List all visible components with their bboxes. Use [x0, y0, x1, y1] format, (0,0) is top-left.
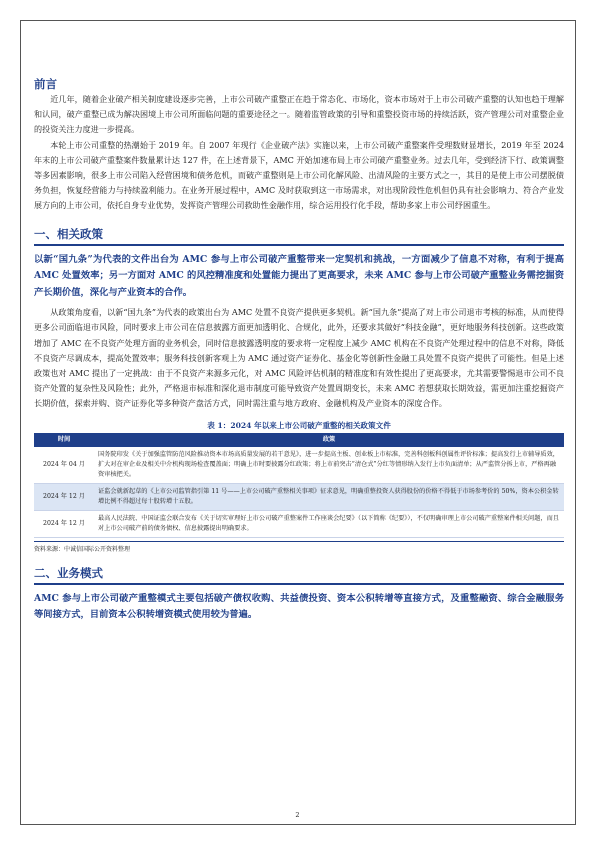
page-number: 2 [295, 811, 300, 819]
section1-lead: 以新“国九条”为代表的文件出台为 AMC 参与上市公司破产重整带来一定契机和挑战，一方面减少了信息不对称，有利于提高 AMC 处置效率；另一方面对 AMC 的风控精准度和处置能力提出了更高要求，未来 AMC 参与上市公司破产重整业务需挖掘资产长期价值，深化与产业资本的合作。 [34, 253, 564, 298]
table-row [34, 510, 564, 537]
policy-table [34, 433, 564, 538]
row-time: 2024 年 12 月 [34, 483, 94, 510]
section2-divider [34, 583, 564, 585]
row-time: 2024 年 04 月 [34, 447, 94, 484]
section1-heading: 一、相关政策 [34, 226, 103, 241]
section1-divider [34, 244, 564, 246]
table-caption: 表 1：2024 年以来上市公司破产重整的相关政策文件 [207, 420, 391, 430]
document-body [34, 76, 564, 628]
row-policy: 证监会就新起草的《上市公司监管指引第 11 号——上市公司破产重整相关事项》征求意见，明确重整投资人获得股份的价格不得低于市场参考价的 50%，资本公积金转增比例不得超过每十股转增十五股。 [94, 483, 564, 510]
table-header-time: 时间 [34, 433, 94, 447]
table-row [34, 483, 564, 510]
section2-heading: 二、业务模式 [34, 565, 103, 580]
row-policy: 国务院印发《关于加强监管防范风险推动资本市场高质量发展的若干意见》，进一步提高主板、创业板上市标准，完善科创板科创属性评价标准；提高发行上市辅导质效，扩大对在审企业及相关中介机构现场检查覆盖面；明确上市时要披露分红政策；将上市前突击“清仓式”分红等情形纳入发行上市负面清单；从严监管分拆上市，严格再融资审核把关。 [94, 447, 564, 484]
preface-paragraph-1: 近几年，随着企业破产相关制度建设逐步完善，上市公司破产重整正在趋于常态化、市场化，资本市场对于上市公司破产重整的认知也趋于理解和认同，破产重整已成为解决困境上市公司所面临问题的重要途径之一。随着监管政策的引导和重整投资市场的持续活跃，资产管理公司对重整企业的投资关注力度进一步提高。 [34, 94, 564, 135]
table-header-policy: 政策 [94, 433, 564, 447]
section2-lead: AMC 参与上市公司破产重整模式主要包括破产债权收购、共益债投资、资本公积转增等直接方式，及重整融资、综合金融服务等间接方式，目前资本公积转增资模式使用较为普遍。 [34, 592, 564, 621]
table-source: 资料来源：中诚信国际公开资料整理 [34, 541, 564, 553]
table-row [34, 447, 564, 484]
section1-paragraph: 从政策角度看，以新“国九条”为代表的政策出台为 AMC 处置不良资产提供更多契机。新“国九条”提高了对上市公司退市考核的标准，从而使得更多公司面临退市风险，同时要求上市公司在信息披露方面更加透明化、合规化，此外，还要求其做好“科技金融”，更好地服务科技创新。这些政策增加了 AMC 在不良资产处理方面的业务机会，同时信息披露透明度的要求将一定程度上减少 AMC 机构在不良资产处理过程中的信息不对称，降低不良资产尽调成本，提高处置效率；服务科技创新客观上为 AMC 通过资产证券化、基金化等创新性金融工具处置不良资产提供了可能性。但是上述政策也对 AMC 提出了一定挑战：由于不良资产来源多元化，对 AMC 风险评估机制的精准度和有效性提出了更高要求，尤其需要警惕退市公司不良资产处置的复杂性及风险性；此外，严格退市标准和深化退市制度可能导致资产处置周期变长，未来 AMC 若想获取长期效益，需更加注重挖掘资产长期价值，探索并购、资产证券化等多种资产盘活方式，同时需注重与地方政府、金融机构及产业资本的深度合作。 [34, 307, 564, 409]
row-time: 2024 年 12 月 [34, 510, 94, 537]
row-policy: 最高人民法院、中国证监会联合发布《关于切实审理好上市公司破产重整案件工作座谈会纪要》（以下简称《纪要》），不仅明确审理上市公司破产重整案件相关问题，而且对上市公司破产前的债务债权、信息披露提出明确要求。 [94, 510, 564, 537]
preface-paragraph-2: 本轮上市公司重整的热潮始于 2019 年。自 2007 年现行《企业破产法》实施以来，上市公司破产重整案件受理数财显增长，2019 年至 2024 年末的上市公司破产重整案件数量累计达 127 件，在上述背景下，AMC 开始加速布局上市公司破产重整业务。过去几年，受到经济下行、政策调整等多因素影响，很多上市公司陷入经营困境和债务危机，而破产重整则是上市公司化解风险、出清风险的主要方式之一，其目的是使上市公司摆脱债务负担，恢复经营能力与持续盈利能力。在业务开展过程中，AMC 及时获取到这一市场需求，对出现阶段性危机但仍具有社会影响力、符合产业发展方向的上市公司，依托自身专业优势，发挥资产管理公司救助性金融作用，综合运用投行化手段，帮助多家上市公司纾困重生。 [34, 139, 564, 211]
preface-heading: 前言 [34, 77, 57, 91]
